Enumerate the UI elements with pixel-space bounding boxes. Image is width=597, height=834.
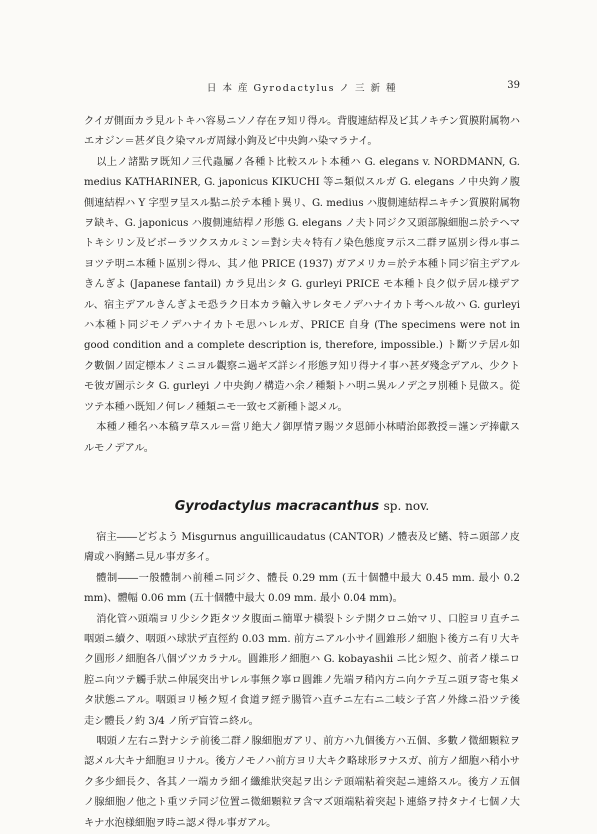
page-number: 39 [507, 80, 520, 91]
species-suffix: sp. nov. [383, 498, 430, 513]
paragraph-body-plan: 體制――一般體制ハ前種ニ同ジク、體長 0.29 mm (五十個體中最大 0.45 mm. 最小 0.2 mm)、體幅 0.06 mm (五十個體中最大 0.09 mm. 最小 0.04 mm)。 [84, 572, 520, 605]
species-name: Gyrodactylus macracanthus [174, 498, 380, 514]
paragraph-dedication: 本種ノ種名ハ本稿ヲ草スル＝當リ絶大ノ御厚情ヲ賜ツタ恩師小林晴治郎教授＝謹ンデ捧獻スルモノデアル。 [84, 422, 520, 454]
paragraph-continued: クイガ側面カラ見ルトキハ容易ニソノ存在ヲ知リ得ル。背腹連結桿及ビ其ノキチン質膜附属物ハエオジン＝甚ダ良ク染マルガ周縁小鉤及ビ中央鉤ハ染マラナイ。 [84, 116, 520, 148]
paragraph-host: 宿主――どぢよう Misgurnus anguillicaudatus (CANTOR) ノ體表及ビ鰭、特ニ頭部ノ皮膚或ハ胸鰭ニ見ル事ガ多イ。 [84, 531, 520, 564]
paragraph-digestive: 消化管ハ頭端ヨリ少シク距タツタ腹面ニ簡單ナ橫裂トシテ開クロニ始マリ、口腔ヨリ直チニ咽頭ニ續ク、咽頭ハ球狀デ直徑約 0.03 mm. 前方ニアル小サイ圓錐形ノ細胞ト後方ニ有リ大キク圓形ノ細胞各八個ヅツカラナル。圓錐形ノ細胞ハ G. kobayashii ニ比シ短ク、前者ノ様ニロ腔ニ向ツテ觸手狀ニ伸展突出サレル事無ク寧ロ圓錐ノ先端ヲ稍內方ニ向ケテ互ニ頭ヲ寄セ集メタ狀態ニアル。咽頭ヨリ極ク短イ食道ヲ經テ腸管ハ直チニ左右ニ二岐シ子宮ノ外緣ニ沿ツテ後走シ體長ノ約 3/4 ノ所デ盲管ニ終ル。 [84, 613, 520, 727]
paragraph-glands: 咽頭ノ左右ニ對ナシテ前後二群ノ腺細胞ガアリ、前方ハ九個後方ハ五個、多數ノ微細顆粒ヲ認メル大キナ細胞ヨリナル。後方ノモノハ前方ヨリ大キク略球形ヲナスガ、前方ノ細胞ハ稍小サク多少細長ク、各其ノ一端カラ細イ纖維狀突起ヲ出シテ頭端粘着突起ニ連絡スル。後方ノ五個ノ腺細胞ノ他之ト重ツテ同ジ位置ニ微細顆粒ヲ含マズ頭端粘着突起ト連絡ヲ持タナイ七個ノ大キナ水泡様細胞ヲ時ニ認メ得ル事ガアル。 [84, 735, 520, 829]
running-title: 日 本 産 Gyrodactylus ノ 三 新 種 [206, 83, 398, 94]
paragraph-comparison: 以上ノ諸點ヲ既知ノ三代蟲屬ノ各種ト比較スルト本種ハ G. elegans v. NORDMANN, G. medius KATHARINER, G. japonicus KIKUCHI 等ニ類似スルガ G. elegans ノ中央鉤ノ腹側連結桿ハ Y 字型ヲ呈スル點ニ於テ本種ト異リ、G. medius ハ腹側連結桿ニキチン質膜附属物ヲ缺キ、G. japonicus ハ腹側連結桿ノ形態 G. elegans ノ夫ト同ジク又頭部腺細胞ニ於テヘマトキシリン及ビボーラツクスカルミン＝對シ夫々特有ノ染色態度ヲ示ス二群ヲ區別シ得ル事ニヨツテ明ニ本種ト區別シ得ル、其ノ他 PRICE (1937) ガアメリカ＝於テ本種ト同ジ宿主デアルきんぎよ (Japanese fantail) カラ見出シタ G. gurleyi PRICE モ本種ト良ク似テ居ル様デアル、宿主デアルきんぎよモ恐ラク日本カラ輸入サレタモノデハナイカト考ヘル故ハ G. gurleyi ハ本種ト同ジモノデハナイカトモ思ハレルガ、PRICE 自身 (The specimens were not in good condition and a complete description is, therefore, impossible.) ト斷ツテ居ル如ク數個ノ固定標本ノミニヨル觀察ニ過ギズ詳シイ形態ヲ知リ得ナイ事ハ甚ダ殘念デアル、少クトモ彼ガ圖示シタ G. gurleyi ノ中央鉤ノ構造ハ余ノ種類トハ明ニ異ルノデ之ヲ別種ト見做ス。從ツテ本種ハ既知ノ何レノ種類ニモ一致セズ新種ト認メル。 [84, 156, 520, 413]
running-header [84, 80, 520, 94]
species-heading [84, 497, 520, 516]
body-text [84, 112, 520, 834]
